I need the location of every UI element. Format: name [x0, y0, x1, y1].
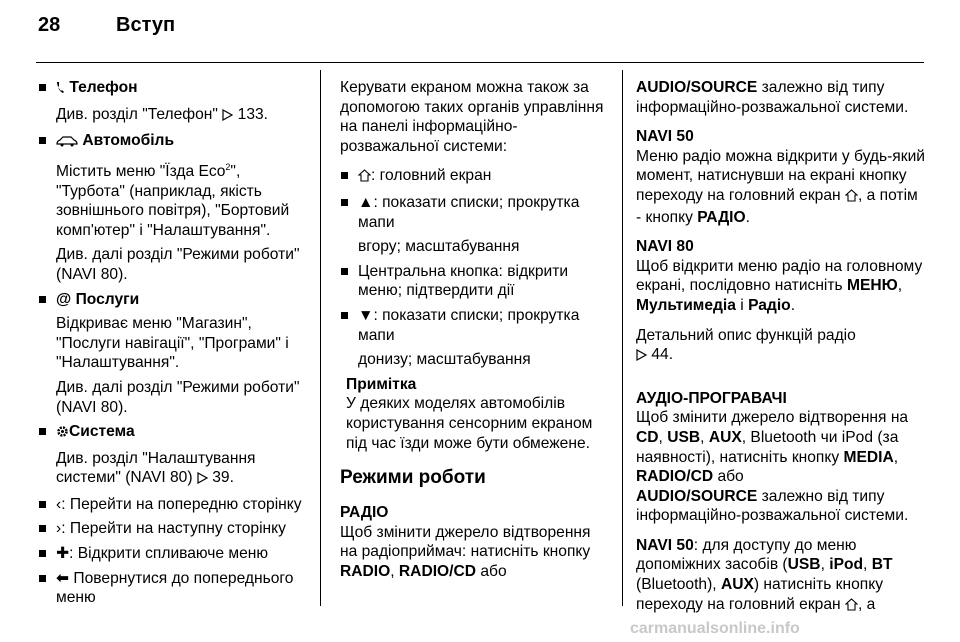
triangle-up-icon: ▲ — [358, 193, 374, 211]
car-icon — [56, 133, 78, 153]
watermark: carmanualsonline.info — [630, 620, 800, 637]
list-item-car — [38, 131, 310, 284]
navi50-paragraph: Меню радіо можна відкрити у будь-який момент, натиснувши на екрані кнопку переходу на головний екран , а потім - кнопку РАДІО. — [636, 147, 925, 226]
column-3 — [636, 78, 926, 621]
audio-title: АУДІО-ПРОГРАВАЧІ — [636, 389, 787, 407]
down-text-2: донизу; масштабування — [358, 351, 531, 369]
list-item-next — [38, 519, 310, 539]
footnote-mark: 2 — [225, 161, 231, 172]
page-ref-icon — [197, 470, 208, 490]
phone-title: Телефон — [69, 79, 138, 96]
system-ref: 39. — [212, 469, 234, 487]
prev-text: : Перейти на попередню сторінку — [61, 495, 302, 513]
phone-ref: 133. — [237, 105, 268, 123]
note-block — [340, 375, 610, 453]
page-ref-icon — [222, 107, 233, 127]
up-text-1: : показати списки; прокрутка мапи — [358, 193, 580, 231]
column-divider-1 — [320, 70, 321, 606]
list-item-prev — [38, 495, 310, 515]
services-desc-2: Див. далі розділ "Режими роботи" (NAVI 80). — [56, 378, 300, 416]
system-title: Система — [69, 423, 135, 441]
home-icon — [845, 188, 858, 208]
phone-desc: Див. розділ "Телефон" — [56, 105, 218, 123]
chevron-left-icon: ‹ — [56, 495, 62, 513]
audio-source-paragraph: AUDIO/SOURCE залежно від типу інформаційно-розважальної системи. — [636, 79, 909, 116]
page-ref-icon — [636, 347, 647, 367]
next-text: : Перейти на наступну сторінку — [61, 520, 286, 538]
home-icon — [358, 168, 371, 188]
back-text: Повернутися до попереднього меню — [56, 569, 294, 607]
services-title: Послуги — [75, 290, 140, 308]
list-item-popup — [38, 544, 310, 564]
note-title: Примітка — [346, 375, 417, 393]
car-title: Автомобіль — [82, 132, 175, 150]
list-item-back — [38, 569, 310, 608]
popup-text: : Відкрити спливаюче меню — [69, 545, 269, 563]
services-desc-1: Відкриває меню "Магазин", "Послуги навігації", "Програми" і "Налаштування". — [56, 315, 289, 372]
list-item-center — [340, 262, 610, 301]
column-divider-2 — [622, 70, 623, 606]
list-item-up — [340, 193, 610, 257]
page-title: Вступ — [116, 14, 176, 36]
detail-paragraph: Детальний опис функцій радіо 44. — [636, 326, 926, 367]
list-item-services — [38, 290, 310, 418]
list-item-down — [340, 306, 610, 370]
radio-paragraph: Щоб змінити джерело відтворення на радіоприймач: натисніть кнопку RADIO, RADIO/CD або — [340, 523, 591, 580]
column-1 — [38, 78, 310, 613]
chevron-right-icon: › — [56, 520, 62, 538]
up-text-2: вгору; масштабування — [358, 238, 520, 256]
list-item-home — [340, 166, 610, 188]
radio-title: РАДІО — [340, 504, 389, 522]
down-text-1: : показати списки; прокрутка мапи — [358, 306, 580, 344]
section-title: Режими роботи — [340, 467, 486, 489]
at-icon: @ — [56, 290, 72, 308]
plus-icon: ✚ — [56, 545, 70, 563]
car-desc-1b: ", "Турбота" (наприклад, якість зовнішнього повітря), "Бортовий комп'ютер" і "Налаштування". — [56, 162, 290, 239]
triangle-down-icon: ▼ — [358, 306, 374, 324]
column-2 — [340, 78, 610, 586]
note-text: У деяких моделях автомобілів користування сенсорним екраном під час їзди може бути обмежене. — [346, 395, 593, 452]
home-text: : головний екран — [371, 167, 492, 185]
page-number: 28 — [38, 14, 61, 36]
navi80-paragraph: Щоб відкрити меню радіо на головному екрані, послідовно натисніть МЕНЮ, Мультимедіа і Радіо. — [636, 257, 923, 314]
center-text: Центральна кнопка: відкрити меню; підтвердити дії — [358, 262, 569, 300]
navi80-title: NAVI 80 — [636, 238, 694, 256]
header-rule — [36, 62, 924, 63]
list-item-phone — [38, 78, 310, 126]
system-desc: Див. розділ "Налаштування системи" (NAVI 80) — [56, 449, 256, 487]
car-desc-1a: Містить меню "Їзда Eco — [56, 162, 226, 180]
controls-intro: Керувати екраном можна також за допомогою таких органів управління на панелі інформаційно-розважальної системи: — [340, 79, 604, 155]
gear-icon — [56, 424, 69, 444]
navi50-title: NAVI 50 — [636, 128, 694, 146]
car-desc-2: Див. далі розділ "Режими роботи" (NAVI 80). — [56, 246, 300, 283]
phone-icon — [56, 80, 65, 100]
home-icon — [845, 597, 858, 617]
back-arrow-icon: ⬅ — [56, 569, 70, 587]
list-item-system — [38, 422, 310, 490]
navi50-aux-paragraph: NAVI 50: для доступу до меню допоміжних засобів (USB, iPod, BT (Bluetooth), AUX) натисніть кнопку переходу на головний екран , а — [636, 536, 926, 616]
audio-paragraph: Щоб змінити джерело відтворення на CD, USB, AUX, Bluetooth чи iPod (за наявності), натисніть кнопку MEDIA, RADIO/CD або AUDIO/SOURCE залежно від типу інформаційно-розважальної системи. — [636, 409, 909, 525]
